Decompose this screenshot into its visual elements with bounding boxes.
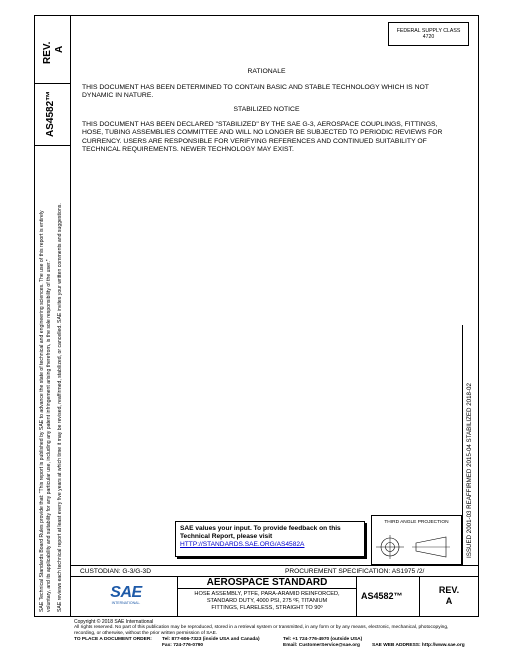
fax: Fax: 724-776-0790 <box>162 643 204 648</box>
title-block-top <box>71 565 479 566</box>
title-description-line-3: FITTINGS, FLARELESS, STRAIGHT TO 90º <box>211 605 323 611</box>
feedback-line-2: Technical Report, please visit <box>180 533 273 540</box>
legal-line-1: SAE Technical Standards Board Rules provide that: “This report is published by SAE to advance the state of technical and engineering sciences. The use of this report is entirely <box>39 210 45 612</box>
feedback-box <box>175 521 365 557</box>
custodian: CUSTODIAN: G-3/G-3D <box>80 568 151 575</box>
feedback-link[interactable]: HTTP://STANDARDS.SAE.ORG/AS4582A <box>180 541 305 548</box>
tel-intl: Tel: +1 724-776-4970 (outside USA) <box>283 637 363 642</box>
issue-dates: ISSUED 2001-03 REAFFIRMED 2015-04 STABILIZED 2018-02 <box>466 383 473 558</box>
legal-line-2: voluntary, and its applicability and suitability for any particular use, including any patent infringement arising therefrom, is the sole responsibility of the user.” <box>46 259 52 612</box>
procurement-spec: PROCUREMENT SPECIFICATION: AS1975 /2/ <box>285 568 425 575</box>
title-description-line-2: STANDARD DUTY, 4000 PSI, 275 ºF, TITANIUM <box>206 598 328 604</box>
sae-logo <box>106 585 146 611</box>
projection-label: THIRD ANGLE PROJECTION <box>384 520 449 525</box>
title-doc-number: AS4582™ <box>361 591 403 601</box>
title-block-div-2 <box>356 576 357 616</box>
left-divider-1 <box>34 83 71 84</box>
title-rev-value: A <box>445 596 453 606</box>
third-angle-projection-symbol <box>372 529 461 563</box>
frame-right <box>478 15 479 617</box>
left-rev-value: A <box>54 45 65 53</box>
title-block-title-underline <box>177 588 357 589</box>
left-divider-2 <box>34 145 71 146</box>
rights-line-2: recording, or otherwise, without the prior written permission of SAE. <box>74 631 218 636</box>
frame-right-column <box>462 325 463 565</box>
federal-supply-value: 4720 <box>422 34 435 41</box>
federal-supply-label: FEDERAL SUPPLY CLASS <box>396 28 461 34</box>
left-rev-label: REV. <box>42 41 53 64</box>
stabilized-heading: STABILIZED NOTICE <box>233 106 300 113</box>
legal-line-3: SAE reviews each technical report at least every five years at which time it may be revised, reaffirmed, stabilized, or cancelled. SAE invites your written comments and suggestions. <box>57 203 63 612</box>
frame-top <box>34 15 479 16</box>
federal-supply-box <box>388 22 469 46</box>
tel-us: Tel: 877-606-7323 (inside USA and Canada) <box>162 637 260 642</box>
title-rev <box>420 585 478 607</box>
frame-bottom <box>34 616 479 617</box>
sae-logo-sub: INTERNATIONAL. <box>111 601 141 605</box>
stabilized-text: THIS DOCUMENT HAS BEEN DECLARED "STABILIZED" BY THE SAE G-3, AEROSPACE COUPLINGS, FITTINGS, HOSE, TUBING ASSEMBLIES COMMITTEE AND WILL NO LONGER BE SUBJECTED TO PERIODIC REVIEWS FOR CURRENCY. USERS ARE RESPONSIBLE FOR VERIFYING REFERENCES AND CONTINUED SUITABILITY OF TECHNICAL REQUIREMENTS. NEWER TECHNOLOGY MAY EXIST. <box>82 121 443 153</box>
copyright: Copyright © 2018 SAE International <box>74 619 154 625</box>
frame-left-outer <box>34 15 35 617</box>
web-address[interactable]: SAE WEB ADDRESS: http://www.sae.org <box>372 643 465 648</box>
email[interactable]: Email: CustomerService@sae.org <box>283 643 360 648</box>
projection-box <box>371 515 462 565</box>
sae-logo-text: SAE <box>110 584 142 601</box>
left-doc-number: AS4582™ <box>45 90 56 137</box>
rationale-heading: RATIONALE <box>247 68 286 75</box>
standard-title: AEROSPACE STANDARD <box>206 577 328 588</box>
rationale-text: THIS DOCUMENT HAS BEEN DETERMINED TO CONTAIN BASIC AND STABLE TECHNOLOGY WHICH IS NOT DYNAMIC IN NATURE. <box>82 84 429 100</box>
order-label: TO PLACE A DOCUMENT ORDER: <box>74 637 152 642</box>
title-rev-label: REV. <box>438 585 460 595</box>
title-description-line-1: HOSE ASSEMBLY, PTFE, PARA-ARAMID REINFORCED, <box>194 591 340 597</box>
rights-line-1: All rights reserved. No part of this publication may be reproduced, stored in a retrieval system or transmitted, in any form or by any means, electronic, mechanical, photocopying, <box>74 625 449 630</box>
title-description <box>178 591 356 612</box>
feedback-line-1: SAE values your input. To provide feedback on this <box>180 525 341 532</box>
